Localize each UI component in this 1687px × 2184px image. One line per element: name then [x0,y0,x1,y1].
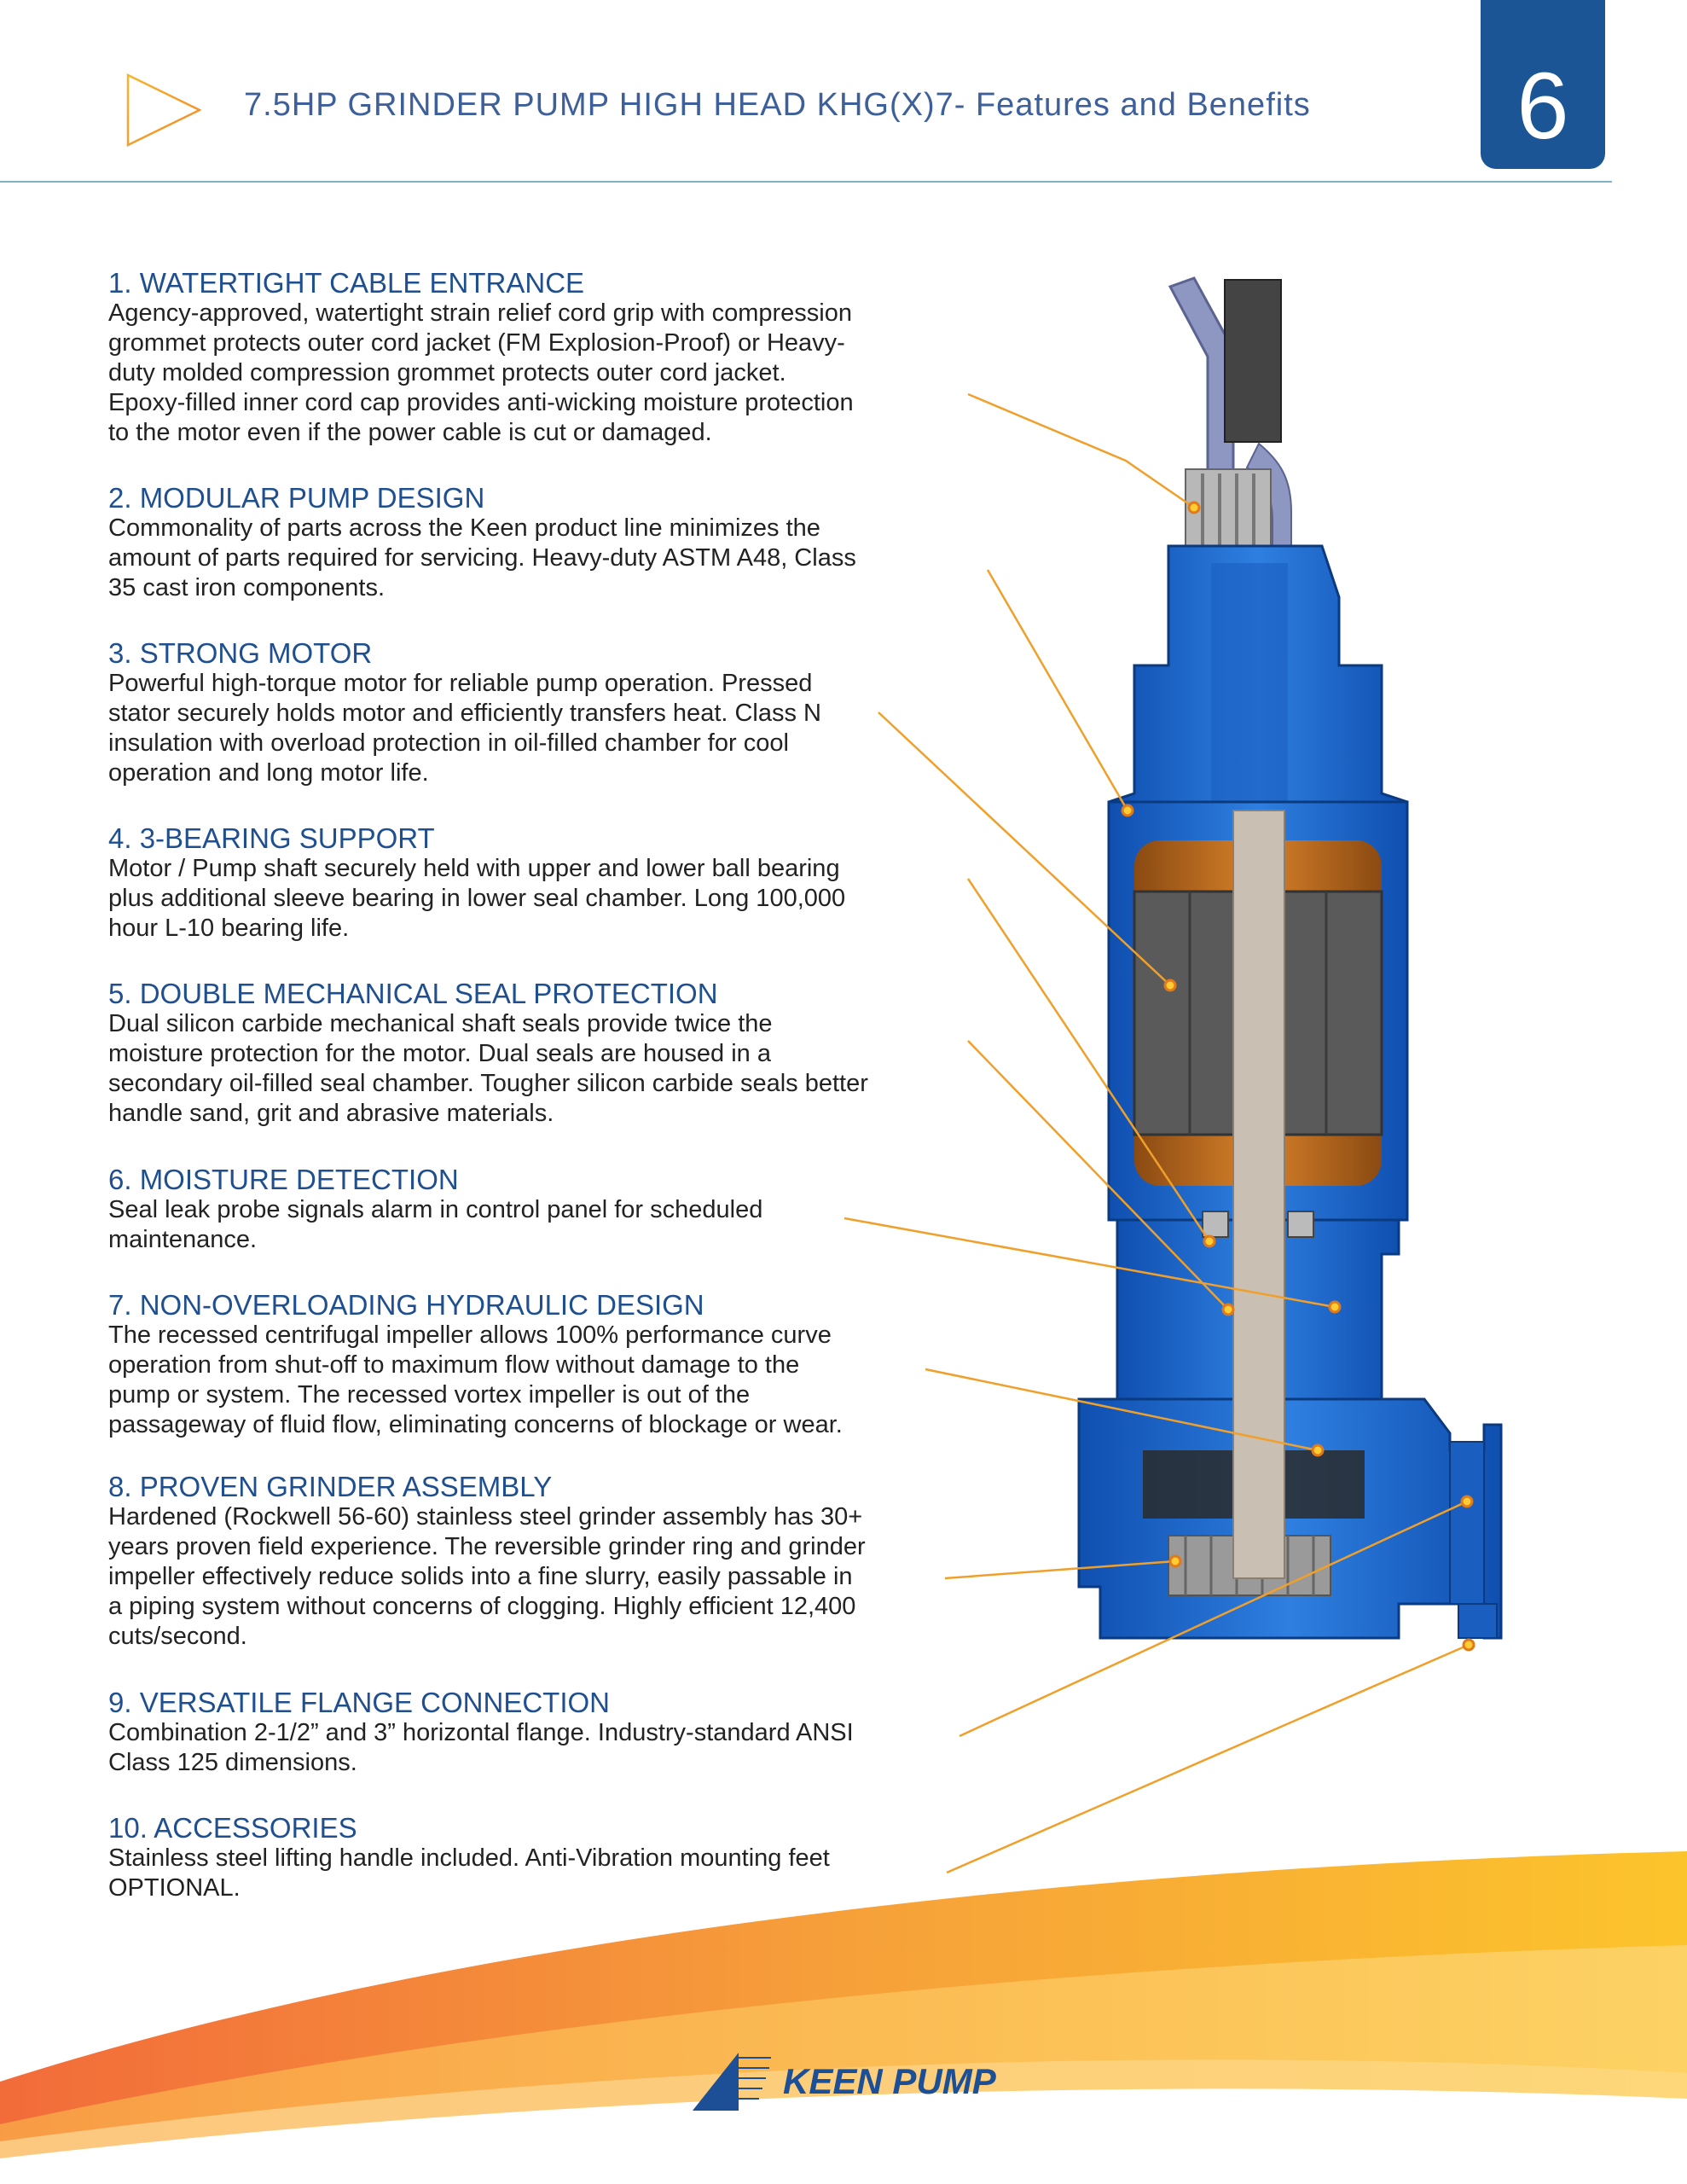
feature-line: years proven field experience. The reversible grinder ring and grinder [108,1533,866,1560]
keen-pump-logo-icon [687,2049,773,2112]
feature-line: Dual silicon carbide mechanical shaft seals provide twice the [108,1010,773,1037]
feature-line: maintenance. [108,1226,258,1253]
feature-line: stator securely holds motor and efficiently transfers heat. Class N [108,700,822,727]
feature-title: 8. PROVEN GRINDER ASSEMBLY [108,1471,553,1502]
feature-line: Commonality of parts across the Keen product line minimizes the [108,514,820,542]
feature-line: Epoxy-filled inner cord cap provides anti-wicking moisture protection [108,389,854,416]
feature-title: 9. VERSATILE FLANGE CONNECTION [108,1687,611,1718]
feature-title: 10. ACCESSORIES [108,1812,357,1844]
page-title: 7.5HP GRINDER PUMP HIGH HEAD KHG(X)7- Features and Benefits [244,87,1311,123]
feature-line: handle sand, grit and abrasive materials. [108,1100,554,1127]
feature-line: plus additional sleeve bearing in lower seal chamber. Long 100,000 [108,885,846,912]
feature-line: secondary oil-filled seal chamber. Tougher silicon carbide seals better [108,1070,868,1097]
feature-line: operation from shut-off to maximum flow without damage to the [108,1351,800,1379]
feature-line: a piping system without concerns of clogging. Highly efficient 12,400 [108,1593,856,1620]
feature-title: 3. STRONG MOTOR [108,637,373,669]
feature-line: Motor / Pump shaft securely held with upper and lower ball bearing [108,855,840,882]
feature-line: OPTIONAL. [108,1874,241,1902]
feature-line: Combination 2-1/2” and 3” horizontal flange. Industry-standard ANSI [108,1719,854,1746]
feature-line: The recessed centrifugal impeller allows 100% performance curve [108,1321,832,1349]
feature-line: Hardened (Rockwell 56-60) stainless steel grinder assembly has 30+ [108,1503,863,1531]
brand-name: KEEN PUMP [783,2061,996,2101]
feature-line: duty molded compression grommet protects outer cord jacket. [108,359,786,386]
feature-title: 2. MODULAR PUMP DESIGN [108,482,485,514]
feature-line: operation and long motor life. [108,759,429,787]
brand-footer [687,2049,1012,2117]
feature-title: 1. WATERTIGHT CABLE ENTRANCE [108,267,585,299]
feature-line: Class 125 dimensions. [108,1749,357,1776]
feature-line: passageway of fluid flow, eliminating concerns of blockage or wear. [108,1411,843,1438]
feature-line: cuts/second. [108,1623,247,1650]
feature-title: 5. DOUBLE MECHANICAL SEAL PROTECTION [108,978,718,1009]
feature-title: 6. MOISTURE DETECTION [108,1164,459,1195]
feature-line: moisture protection for the motor. Dual seals are housed in a [108,1040,771,1067]
page-number: 6 [1516,54,1569,159]
feature-line: 35 cast iron components. [108,574,386,601]
feature-title: 7. NON-OVERLOADING HYDRAULIC DESIGN [108,1289,704,1321]
feature-line: impeller effectively reduce solids into a fine slurry, easily passable in [108,1563,853,1590]
feature-line: Seal leak probe signals alarm in control panel for scheduled [108,1196,763,1223]
feature-line: hour L-10 bearing life. [108,915,350,942]
feature-line: grommet protects outer cord jacket (FM Explosion-Proof) or Heavy- [108,329,845,357]
feature-line: pump or system. The recessed vortex impeller is out of the [108,1381,751,1409]
feature-line: to the motor even if the power cable is cut or damaged. [108,419,712,446]
feature-line: amount of parts required for servicing. Heavy-duty ASTM A48, Class [108,544,856,572]
feature-line: Agency-approved, watertight strain relief cord grip with compression [108,299,853,327]
feature-line: Powerful high-torque motor for reliable pump operation. Pressed [108,670,813,697]
feature-line: Stainless steel lifting handle included. Anti-Vibration mounting feet [108,1844,830,1872]
feature-line: insulation with overload protection in oil-filled chamber for cool [108,729,789,757]
feature-title: 4. 3-BEARING SUPPORT [108,822,435,854]
